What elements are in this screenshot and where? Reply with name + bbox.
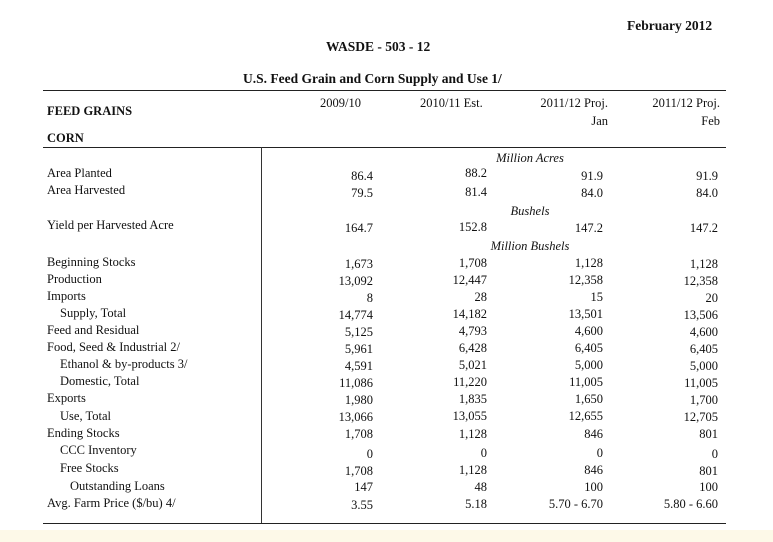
table-cell: 28 xyxy=(474,290,487,304)
column-header-2009: 2009/10 xyxy=(320,96,361,110)
table-cell: 13,501 xyxy=(568,307,603,321)
table-cell: 0 xyxy=(711,447,718,461)
table-cell: 11,086 xyxy=(339,376,373,390)
table-cell: 100 xyxy=(584,480,603,494)
row-label: Production xyxy=(47,272,102,286)
column-header-2010: 2010/11 Est. xyxy=(420,96,483,110)
row-label: Exports xyxy=(47,391,86,405)
row-label: Ending Stocks xyxy=(47,426,120,440)
table-cell: 8 xyxy=(366,291,373,305)
table-cell: 846 xyxy=(584,427,603,441)
table-cell: 1,128 xyxy=(458,427,487,441)
table-cell: 3.55 xyxy=(351,498,373,512)
table-cell: 1,128 xyxy=(689,257,718,271)
report-date: February 2012 xyxy=(627,18,713,33)
table-cell: 91.9 xyxy=(696,169,718,183)
table-cell: 6,405 xyxy=(574,341,603,355)
table-cell: 12,447 xyxy=(452,273,487,287)
table-cell: 6,405 xyxy=(689,342,718,356)
table-cell: 801 xyxy=(699,427,718,441)
table-cell: 147.2 xyxy=(574,221,603,235)
table-cell: 14,774 xyxy=(338,308,373,322)
viewer-bottom-band xyxy=(0,530,773,542)
table-cell: 6,428 xyxy=(458,341,487,355)
column-divider xyxy=(261,147,262,524)
table-cell: 147.2 xyxy=(689,221,718,235)
table-cell: 152.8 xyxy=(458,220,487,234)
table-cell: 15 xyxy=(590,290,603,304)
table-cell: 1,980 xyxy=(344,393,373,407)
top-rule xyxy=(43,90,726,91)
row-label: Area Harvested xyxy=(47,183,126,197)
column-header-2011-jan: 2011/12 Proj. xyxy=(540,96,608,110)
table-cell: 1,708 xyxy=(458,256,487,270)
table-cell: 5,125 xyxy=(344,325,373,339)
table-cell: 13,506 xyxy=(683,308,718,322)
table-cell: 4,793 xyxy=(458,324,487,338)
table-cell: 48 xyxy=(474,480,487,494)
table-cell: 5,000 xyxy=(574,358,603,372)
table-cell: 11,005 xyxy=(684,376,718,390)
commodity-label: CORN xyxy=(47,131,84,145)
table-cell: 846 xyxy=(584,463,603,477)
row-label: Outstanding Loans xyxy=(70,479,165,493)
row-label: Beginning Stocks xyxy=(47,255,136,269)
table-cell: 0 xyxy=(596,446,603,460)
bottom-rule xyxy=(43,523,726,524)
table-cell: 86.4 xyxy=(351,169,373,183)
table-cell: 0 xyxy=(366,447,373,461)
table-cell: 1,700 xyxy=(689,393,718,407)
table-cell: 91.9 xyxy=(581,169,603,183)
table-cell: 5,000 xyxy=(689,359,718,373)
section-label: FEED GRAINS xyxy=(47,104,133,118)
table-cell: 12,655 xyxy=(568,409,603,423)
row-label: Area Planted xyxy=(47,166,112,180)
table-cell: 147 xyxy=(354,480,373,494)
table-cell: 12,358 xyxy=(568,273,603,287)
row-label: Free Stocks xyxy=(60,461,119,475)
unit-million-acres: Million Acres xyxy=(496,151,564,165)
table-cell: 13,066 xyxy=(338,410,373,424)
unit-million-bushels: Million Bushels xyxy=(490,239,570,253)
row-label: Food, Seed & Industrial 2/ xyxy=(47,340,180,354)
table-cell: 11,005 xyxy=(569,375,603,389)
table-cell: 0 xyxy=(480,446,487,460)
table-cell: 88.2 xyxy=(465,166,487,180)
column-header-feb: Feb xyxy=(701,114,720,128)
table-cell: 4,600 xyxy=(574,324,603,338)
table-cell: 84.0 xyxy=(581,186,603,200)
row-label: Imports xyxy=(47,289,86,303)
table-cell: 1,128 xyxy=(574,256,603,270)
table-cell: 1,708 xyxy=(344,464,373,478)
table-cell: 4,591 xyxy=(344,359,373,373)
header-rule xyxy=(43,147,726,148)
table-cell: 12,705 xyxy=(683,410,718,424)
table-cell: 13,055 xyxy=(452,409,487,423)
row-label: Ethanol & by-products 3/ xyxy=(60,357,188,371)
table-cell: 5,021 xyxy=(458,358,487,372)
row-label: CCC Inventory xyxy=(60,443,137,457)
table-cell: 801 xyxy=(699,464,718,478)
row-label: Supply, Total xyxy=(60,306,127,320)
column-header-jan: Jan xyxy=(591,114,608,128)
table-cell: 1,673 xyxy=(344,257,373,271)
table-cell: 4,600 xyxy=(689,325,718,339)
table-cell: 13,092 xyxy=(338,274,373,288)
table-cell: 1,708 xyxy=(344,427,373,441)
table-cell: 164.7 xyxy=(344,221,373,235)
table-cell: 81.4 xyxy=(465,185,487,199)
table-cell: 12,358 xyxy=(683,274,718,288)
table-cell: 5.18 xyxy=(465,497,487,511)
table-cell: 100 xyxy=(699,480,718,494)
table-cell: 79.5 xyxy=(351,186,373,200)
table-cell: 1,835 xyxy=(458,392,487,406)
report-number: WASDE - 503 - 12 xyxy=(326,39,431,54)
row-label: Feed and Residual xyxy=(47,323,140,337)
table-cell: 1,650 xyxy=(574,392,603,406)
table-cell: 1,128 xyxy=(458,463,487,477)
table-cell: 14,182 xyxy=(452,307,487,321)
table-cell: 5.70 - 6.70 xyxy=(548,497,603,511)
table-cell: 84.0 xyxy=(696,186,718,200)
table-cell: 5,961 xyxy=(344,342,373,356)
row-label: Use, Total xyxy=(60,409,111,423)
table-title: U.S. Feed Grain and Corn Supply and Use 1/ xyxy=(243,71,502,86)
table-cell: 5.80 - 6.60 xyxy=(663,497,718,511)
row-label: Avg. Farm Price ($/bu) 4/ xyxy=(47,496,176,510)
row-label: Domestic, Total xyxy=(60,374,140,388)
row-label: Yield per Harvested Acre xyxy=(47,218,174,232)
column-header-2011-feb: 2011/12 Proj. xyxy=(652,96,720,110)
unit-bushels: Bushels xyxy=(510,204,550,218)
table-cell: 11,220 xyxy=(453,375,487,389)
table-cell: 20 xyxy=(705,291,718,305)
